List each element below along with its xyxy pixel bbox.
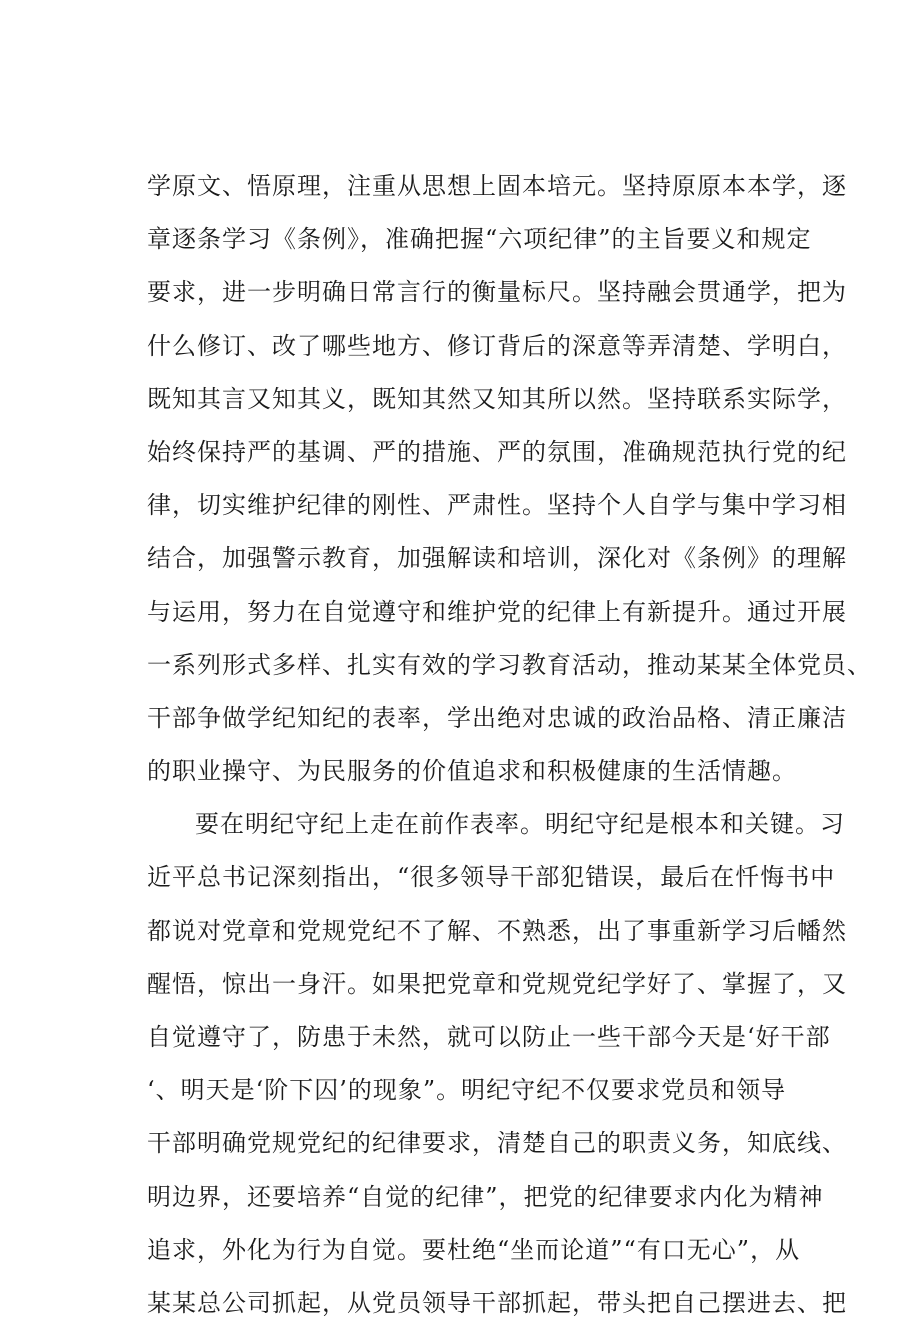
text-line: 什么修订、改了哪些地方、修订背后的深意等弄清楚、学明白，	[147, 331, 847, 360]
text-line: 的职业操守、为民服务的价值追求和积极健康的生活情趣。	[147, 757, 797, 786]
text-line: ‘、明天是‘阶下囚’的现象”。明纪守纪不仅要求党员和领导	[147, 1076, 787, 1105]
text-line: 近平总书记深刻指出，“很多领导干部犯错误，最后在忏悔书中	[147, 863, 836, 892]
text-line: 与运用，努力在自觉遵守和维护党的纪律上有新提升。通过开展	[147, 597, 847, 626]
text-line: 始终保持严的基调、严的措施、严的氛围，准确规范执行党的纪	[147, 437, 847, 466]
text-line: 一系列形式多样、扎实有效的学习教育活动，推动某某全体党员、	[147, 650, 872, 679]
body-text	[147, 160, 872, 1330]
text-line: 追求，外化为行为自觉。要杜绝“坐而论道”“有口无心”，从	[147, 1235, 801, 1264]
text-line: 明边界，还要培养“自觉的纪律”，把党的纪律要求内化为精神	[147, 1182, 824, 1211]
text-line: 自觉遵守了，防患于未然，就可以防止一些干部今天是‘好干部	[147, 1023, 831, 1051]
text-line: 结合，加强警示教育，加强解读和培训，深化对《条例》的理解	[147, 544, 847, 573]
text-line: 要求，进一步明确日常言行的衡量标尺。坚持融会贯通学，把为	[147, 278, 847, 307]
text-line: 干部明确党规党纪的纪律要求，清楚自己的职责义务，知底线、	[147, 1129, 847, 1158]
text-line: 律，切实维护纪律的刚性、严肃性。坚持个人自学与集中学习相	[147, 491, 847, 520]
text-line: 干部争做学纪知纪的表率，学出绝对忠诚的政治品格、清正廉洁	[147, 703, 847, 732]
paragraph-2	[147, 798, 847, 1330]
text-line: 学原文、悟原理，注重从思想上固本培元。坚持原原本本学，逐	[147, 172, 847, 200]
text-line: 既知其言又知其义，既知其然又知其所以然。坚持联系实际学，	[147, 384, 847, 413]
text-line: 某某总公司抓起，从党员领导干部抓起，带头把自己摆进去、把	[147, 1288, 847, 1317]
text-line: 章逐条学习《条例》，准确把握“六项纪律”的主旨要义和规定	[147, 225, 812, 254]
text-line: 醒悟，惊出一身汗。如果把党章和党规党纪学好了、掌握了，又	[147, 969, 847, 998]
text-line: 都说对党章和党规党纪不了解、不熟悉，出了事重新学习后幡然	[147, 916, 847, 945]
paragraph-1	[147, 160, 872, 798]
text-line: 要在明纪守纪上走在前作表率。明纪守纪是根本和关键。习	[195, 810, 845, 839]
